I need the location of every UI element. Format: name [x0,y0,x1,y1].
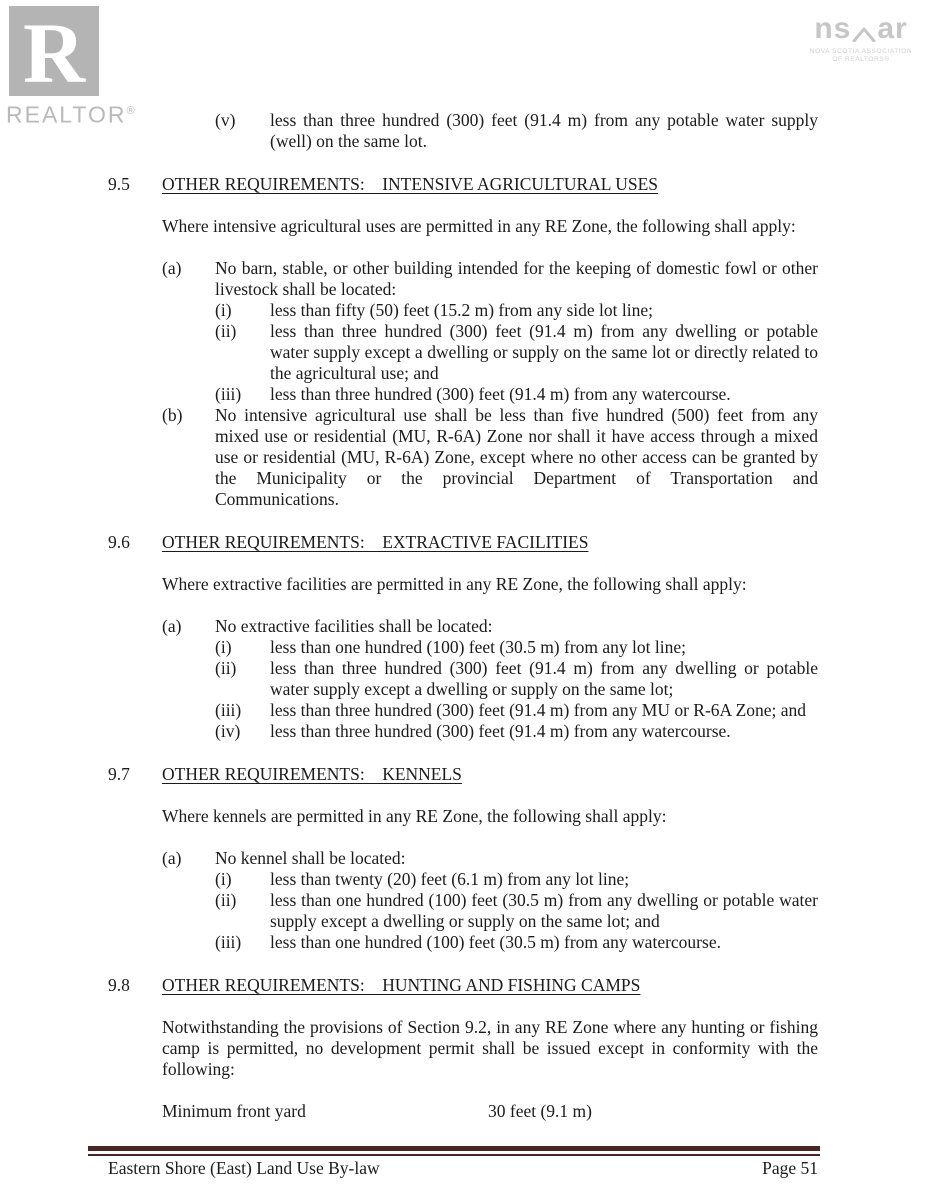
nsar-wordmark [801,12,921,46]
list-marker: (ii) [215,890,237,910]
nsar-tagline [801,48,921,64]
section-9-8 [108,975,818,1122]
list-marker: (ii) [215,321,237,341]
requirement-label: Minimum front yard [162,1101,306,1121]
section-number: 9.7 [108,764,130,784]
section-9-5 [108,174,818,510]
realtor-logo [6,5,135,128]
section-body [162,1017,818,1122]
list-item-text: less than three hundred (300) feet (91.4 m) from any watercourse. [270,384,731,404]
list-item-text: less than three hundred (300) feet (91.4 m) from any potable water supply (well) on the same lot. [270,110,818,151]
list-marker: (i) [215,637,232,657]
section-title: OTHER REQUIREMENTS: EXTRACTIVE FACILITIES [162,532,589,552]
document-body [108,110,818,1122]
realtor-wordmark [6,99,135,128]
section-number: 9.5 [108,174,130,194]
section-heading-row [108,174,818,195]
section-title: OTHER REQUIREMENTS: HUNTING AND FISHING CAMPS [162,975,641,995]
footer-doc-title: Eastern Shore (East) Land Use By-law [108,1158,380,1178]
list-item [162,258,818,300]
list-item [162,848,818,869]
list-item [215,110,818,152]
list-marker: (a) [162,848,182,868]
section-heading-row [108,532,818,553]
nsar-suffix-text: ar [877,12,908,45]
section-heading-row [108,975,818,996]
list-item [215,700,818,721]
requirement-row [162,1101,818,1122]
list-marker: (i) [215,300,232,320]
footer-page-number: Page 51 [762,1158,818,1178]
list-marker: (b) [162,405,183,425]
section-heading-row [108,764,818,785]
requirement-value: 30 feet (9.1 m) [488,1101,592,1121]
list-item-text: No barn, stable, or other building intended for the keeping of domestic fowl or other livestock shall be located: [215,258,818,299]
realtor-r-letter: R [22,5,86,101]
list-item-text: less than one hundred (100) feet (30.5 m) from any dwelling or potable water supply except a dwelling or supply on the same lot; and [270,890,818,931]
section-body [162,574,818,742]
registered-trademark-icon: ® [126,105,135,117]
list-item [215,890,818,932]
list-item-text: less than three hundred (300) feet (91.4 m) from any dwelling or potable water supply except a dwelling or supply on the same lot; [270,658,818,699]
list-item [162,405,818,510]
list-item [215,321,818,384]
page-footer [108,1158,818,1179]
list-marker: (v) [215,110,236,130]
list-marker: (i) [215,869,232,889]
list-marker: (a) [162,258,182,278]
list-item [215,869,818,890]
section-body [162,216,818,510]
list-item-text: No kennel shall be located: [215,848,406,868]
section-intro: Where intensive agricultural uses are permitted in any RE Zone, the following shall apply: [162,216,796,236]
list-item [162,616,818,637]
list-item [215,658,818,700]
nsar-prefix-text: ns [814,12,852,45]
nsar-tagline-line1: NOVA SCOTIA ASSOCIATION [809,48,913,55]
list-item-text: No intensive agricultural use shall be less than five hundred (500) feet from any mixed use or residential (MU, R-6A) Zone nor shall it have access through a mixed use or residential (MU, R-6A) Zone, except where no other access can be granted by the Municipality or the provincial Department of Transportation and Communications. [215,405,818,509]
list-item [215,384,818,405]
list-item [215,932,818,953]
list-marker: (iii) [215,932,242,952]
list-item-text: less than twenty (20) feet (6.1 m) from any lot line; [270,869,630,889]
list-marker: (iv) [215,721,241,741]
section-title: OTHER REQUIREMENTS: INTENSIVE AGRICULTURAL USES [162,174,658,194]
section-9-6 [108,532,818,742]
list-marker: (a) [162,616,182,636]
list-item-text: No extractive facilities shall be located: [215,616,493,636]
section-title: OTHER REQUIREMENTS: KENNELS [162,764,462,784]
list-item-text: less than three hundred (300) feet (91.4 m) from any MU or R-6A Zone; and [270,700,807,720]
list-item-text: less than one hundred (100) feet (30.5 m) from any lot line; [270,637,687,657]
list-item [215,300,818,321]
list-marker: (ii) [215,658,237,678]
list-item-text: less than one hundred (100) feet (30.5 m) from any watercourse. [270,932,721,952]
realtor-wordmark-text: REALTOR [6,101,127,128]
section-intro: Notwithstanding the provisions of Section 9.2, in any RE Zone where any hunting or fishing camp is permitted, no development permit shall be issued except in conformity with the following: [162,1017,818,1079]
section-intro: Where kennels are permitted in any RE Zone, the following shall apply: [162,806,667,826]
nsar-tagline-line2: OF REALTORS® [832,56,890,63]
list-item-text: less than three hundred (300) feet (91.4 m) from any watercourse. [270,721,731,741]
list-item [215,637,818,658]
section-number: 9.6 [108,532,130,552]
nsar-logo [801,12,921,64]
list-marker: (iii) [215,700,242,720]
footer-divider [88,1146,820,1156]
list-marker: (iii) [215,384,242,404]
realtor-r-icon [9,5,99,101]
section-number: 9.8 [108,975,130,995]
list-item-text: less than fifty (50) feet (15.2 m) from any side lot line; [270,300,653,320]
list-item-text: less than three hundred (300) feet (91.4 m) from any dwelling or potable water supply except a dwelling or supply on the same lot or directly related to the agricultural use; and [270,321,818,383]
section-body [162,806,818,953]
list-item [215,721,818,742]
section-9-7 [108,764,818,953]
section-intro: Where extractive facilities are permitted in any RE Zone, the following shall apply: [162,574,747,594]
house-roof-icon [852,26,876,42]
